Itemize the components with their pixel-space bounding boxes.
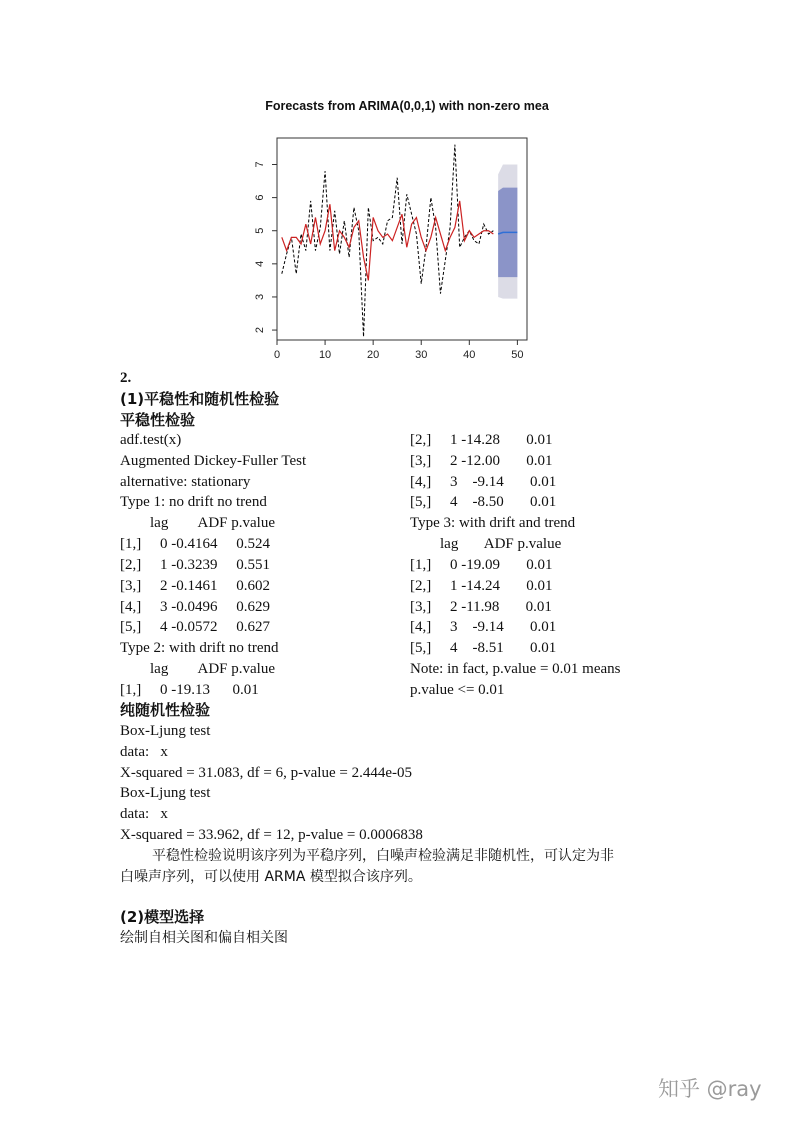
- adf-left-line: [1,] 0 -0.4164 0.524: [120, 536, 270, 552]
- box-test-result: X-squared = 33.962, df = 12, p-value = 0.0006838: [120, 827, 423, 843]
- adf-right-line: [2,] 1 -14.24 0.01: [410, 578, 553, 594]
- box-test-result: X-squared = 31.083, df = 6, p-value = 2.444e-05: [120, 765, 412, 781]
- adf-right-line: p.value <= 0.01: [410, 682, 505, 698]
- adf-right-line: Note: in fact, p.value = 0.01 means: [410, 661, 621, 677]
- heading-stationarity: 平稳性检验: [120, 411, 196, 429]
- heading-stationarity-randomness: (1)平稳性和随机性检验: [120, 390, 280, 408]
- section-number: 2.: [120, 370, 132, 386]
- adf-left-line: adf.test(x): [120, 432, 182, 448]
- y-tick-label: 4: [254, 260, 266, 267]
- adf-right-line: [5,] 4 -8.51 0.01: [410, 640, 557, 656]
- x-tick-label: 30: [415, 349, 428, 361]
- adf-right-line: [4,] 3 -9.14 0.01: [410, 619, 557, 635]
- y-tick-label: 2: [254, 327, 266, 334]
- model-selection-text: 绘制自相关图和偏自相关图: [120, 930, 288, 946]
- conclusion-line-1: 平稳性检验说明该序列为平稳序列，白噪声检验满足非随机性，可认定为非: [152, 848, 614, 864]
- adf-left-line: Type 1: no drift no trend: [120, 494, 267, 510]
- adf-right-line: [2,] 1 -14.28 0.01: [410, 432, 553, 448]
- adf-left-line: [4,] 3 -0.0496 0.629: [120, 599, 270, 615]
- x-tick-label: 0: [273, 349, 281, 361]
- adf-left-line: [1,] 0 -19.13 0.01: [120, 682, 259, 698]
- adf-left-line: [3,] 2 -0.1461 0.602: [120, 578, 270, 594]
- adf-left-line: alternative: stationary: [120, 474, 251, 490]
- y-tick-label: 7: [254, 161, 266, 168]
- x-tick-label: 50: [511, 349, 524, 361]
- chart-title: Forecasts from ARIMA(0,0,1) with non-zero mea: [265, 99, 549, 113]
- watermark: 知乎 @ray: [658, 1077, 762, 1101]
- adf-left-line: lag ADF p.value: [120, 515, 275, 531]
- box-test-title: Box-Ljung test: [120, 785, 211, 801]
- box-test-data: data: x: [120, 744, 168, 760]
- y-tick-label: 5: [254, 227, 266, 234]
- y-tick-label: 6: [254, 194, 266, 201]
- heading-randomness: 纯随机性检验: [120, 701, 211, 719]
- adf-left-line: Augmented Dickey-Fuller Test: [120, 453, 307, 469]
- adf-right-line: [4,] 3 -9.14 0.01: [410, 474, 557, 490]
- conclusion-line-2: 白噪声序列，可以使用 ARMA 模型拟合该序列。: [120, 869, 422, 885]
- box-test-data: data: x: [120, 806, 168, 822]
- arima-forecast-chart: [220, 90, 570, 370]
- box-test-title: Box-Ljung test: [120, 723, 211, 739]
- heading-model-selection: (2)模型选择: [120, 908, 205, 926]
- adf-right-line: [3,] 2 -11.98 0.01: [410, 599, 552, 615]
- fitted-series-line: [282, 201, 494, 280]
- adf-right-line: [3,] 2 -12.00 0.01: [410, 453, 553, 469]
- x-tick-label: 20: [367, 349, 380, 361]
- adf-left-line: lag ADF p.value: [120, 661, 275, 677]
- chart-canvas: [220, 90, 570, 370]
- x-tick-label: 10: [318, 349, 332, 361]
- adf-left-line: [5,] 4 -0.0572 0.627: [120, 619, 270, 635]
- adf-right-line: Type 3: with drift and trend: [410, 515, 576, 531]
- adf-right-line: [5,] 4 -8.50 0.01: [410, 494, 557, 510]
- adf-left-line: Type 2: with drift no trend: [120, 640, 279, 656]
- y-tick-label: 3: [254, 293, 266, 301]
- x-tick-label: 40: [463, 349, 476, 361]
- adf-right-line: lag ADF p.value: [410, 536, 562, 552]
- adf-right-line: [1,] 0 -19.09 0.01: [410, 557, 553, 573]
- observed-series-line: [282, 145, 494, 337]
- adf-left-line: [2,] 1 -0.3239 0.551: [120, 557, 270, 573]
